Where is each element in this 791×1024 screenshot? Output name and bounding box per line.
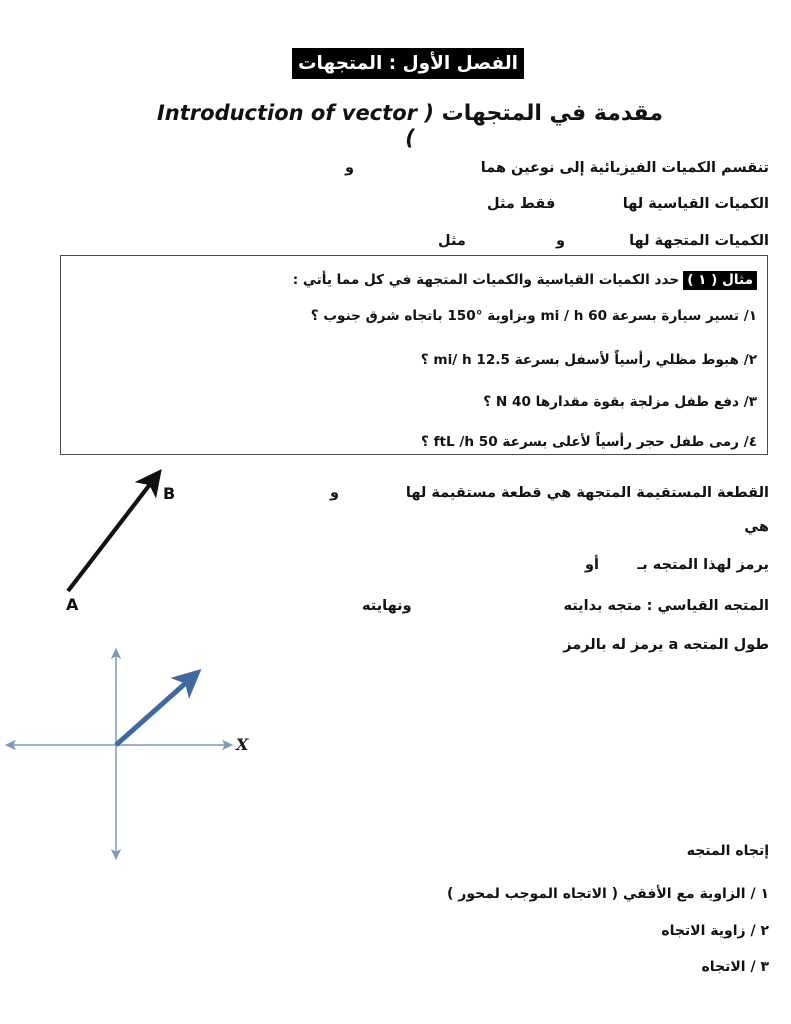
segment-line-3: يرمز لهذا المتجه بـ (637, 557, 769, 573)
example-prompt: حدد الكميات القياسية والكميات المتجهة في كل مما يأتي : (292, 272, 680, 288)
intro-line-1: تنقسم الكميات الفيزيائية إلى نوعين هما (480, 160, 769, 176)
example-prompt-row (293, 271, 757, 290)
point-a-label: A (66, 595, 79, 614)
figure-axes-vector (0, 625, 270, 870)
segment-line-1-conjunction: و (330, 485, 340, 501)
page-title-banner (292, 48, 524, 79)
intro-line-3-conjunction: و (556, 233, 566, 249)
example-item-3: ٣/ دفع طفل مزلجة بقوة مقدارها 40 N ؟ (483, 394, 757, 410)
example-item-1: ١/ تسير سيارة بسرعة 60 mi / h وبزاوية °150 باتجاه شرق جنوب ؟ (310, 308, 757, 324)
example-box (60, 255, 768, 455)
intro-line-2: الكميات القياسية لها (622, 196, 769, 212)
intro-line-2-middle: فقط مثل (487, 196, 556, 212)
point-b-label: B (163, 484, 176, 503)
subtitle (150, 101, 670, 151)
direction-heading: إتجاه المتجه (686, 843, 769, 859)
intro-line-3-end: مثل (438, 233, 466, 249)
direction-item-3: ٣ / الاتجاه (701, 959, 769, 975)
example-item-4: ٤/ رمى طفل حجر رأسياً لأعلى بسرعة 50 ftL /h ؟ (420, 434, 757, 450)
direction-item-1: ١ / الزاوية مع الأفقي ( الاتجاه الموجب لمحور ) (447, 886, 769, 902)
x-axis-label: X (236, 735, 249, 754)
segment-line-3-alt: أو (585, 557, 599, 573)
figure-ab-vector (30, 455, 250, 635)
ab-vector-arrow (68, 483, 151, 591)
segment-line-2: هي (744, 519, 769, 535)
vector-length-line: طول المتجه a يرمز له بالرمز (563, 637, 769, 653)
subtitle-latin: ( Introduction of vector ) (156, 101, 434, 150)
example-label: مثال ( ١ ) (683, 271, 757, 290)
page-title: الفصل الأول : المتجهات (297, 53, 519, 74)
ab-vector-svg (30, 455, 250, 635)
scalar-vector-line: المتجه القياسي : متجه بدايته (563, 598, 769, 614)
blue-vector-arrow (116, 681, 188, 745)
subtitle-arabic: مقدمة في المتجهات (441, 101, 663, 126)
intro-line-3: الكميات المتجهة لها (629, 233, 769, 249)
segment-line-1: القطعة المستقيمة المتجهة هي قطعة مستقيمة لها (405, 485, 769, 501)
direction-item-2: ٢ / زاوية الاتجاه (661, 923, 769, 939)
scalar-vector-line-end: ونهايته (362, 598, 412, 614)
axes-svg (0, 625, 270, 870)
example-item-2: ٢/ هبوط مظلي رأسياً لأسفل بسرعة 12.5 mi/ h ؟ (420, 352, 757, 368)
intro-line-1-conjunction: و (345, 160, 355, 176)
